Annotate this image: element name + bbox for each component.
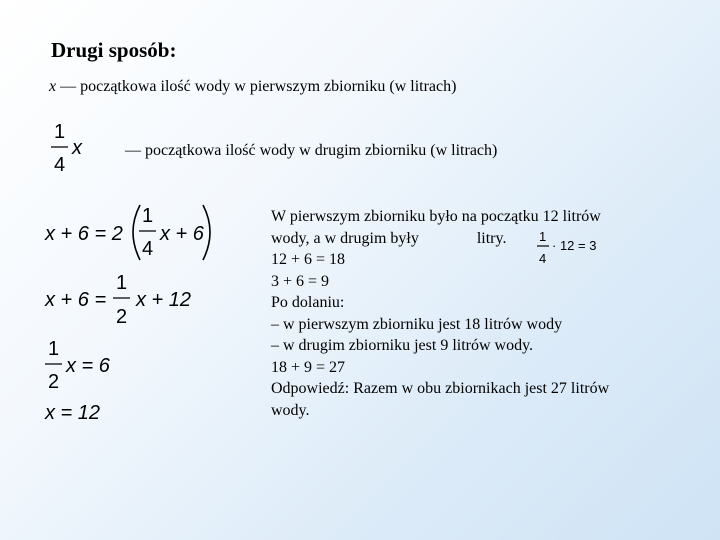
eq3-right: x = 6 — [66, 355, 110, 377]
definition-fraction-text: — początkowa ilość wody w drugim zbiorniku (w litrach) — [125, 142, 498, 159]
eq2-right: x + 12 — [136, 289, 192, 311]
equation-3 — [45, 338, 111, 393]
equation-2 — [44, 272, 191, 328]
solution-line: – w drugim zbiorniku jest 9 litrów wody. — [271, 337, 534, 354]
solution-line: 18 + 9 = 27 — [271, 358, 346, 376]
definition-x-text: — początkowa ilość wody w pierwszym zbiorniku (w litrach) — [60, 78, 457, 95]
solution-line — [271, 228, 691, 250]
inline-denominator: 4 — [539, 251, 547, 266]
variable-x: x — [72, 137, 82, 159]
slide-title: Drugi sposób: — [51, 38, 177, 62]
left-paren — [133, 205, 140, 260]
eq1-right: x + 6 — [160, 223, 204, 245]
eq1-denominator: 4 — [142, 238, 154, 260]
eq2-denominator: 2 — [116, 306, 128, 328]
eq1-numerator: 1 — [142, 205, 154, 227]
inline-numerator: 1 — [539, 229, 547, 244]
eq3-denominator: 2 — [48, 371, 60, 393]
equation-1 — [44, 205, 210, 260]
solution-line: wody. — [271, 401, 310, 419]
eq3-numerator: 1 — [48, 338, 60, 360]
solution-line-start: wody, a w drugim były — [271, 229, 419, 247]
solution-line-end: litry. — [476, 229, 507, 247]
solution-line: Po dolaniu: — [271, 294, 345, 311]
solution-line: – w pierwszym zbiorniku jest 18 litrów wody — [271, 315, 563, 333]
eq2-left: x + 6 = — [45, 289, 107, 311]
fraction-quarter-x — [51, 121, 83, 176]
solution-line: 3 + 6 = 9 — [271, 272, 330, 290]
inline-calc-tail: · 12 = 3 — [552, 238, 597, 253]
solution-line: W pierwszym zbiorniku było na początku 12 litrów — [271, 208, 601, 225]
solution-line: 12 + 6 = 18 — [271, 251, 346, 268]
eq2-numerator: 1 — [116, 272, 128, 294]
numerator: 1 — [54, 121, 66, 143]
equation-4: x = 12 — [45, 402, 101, 424]
solution-line: Odpowiedź: Razem w obu zbiornikach jest 27 litrów — [271, 380, 610, 397]
variable-x: x — [49, 78, 57, 95]
right-paren — [203, 205, 210, 260]
eq1-left: x + 6 = 2 — [45, 223, 123, 245]
denominator: 4 — [54, 154, 66, 176]
solution-text — [271, 206, 691, 421]
